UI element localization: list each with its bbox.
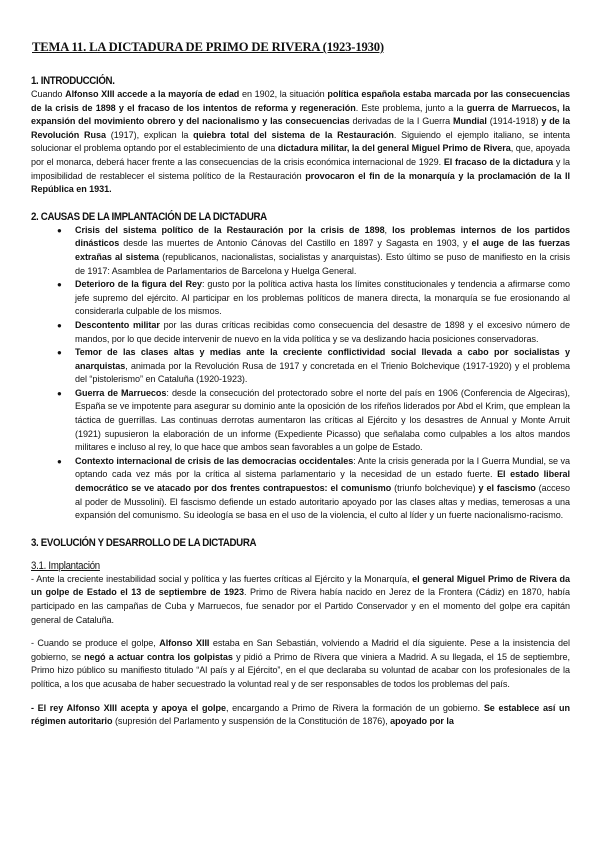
text-run: (1917), explican la	[105, 129, 194, 140]
section-heading-evolucion: 3. EVOLUCIÓN Y DESARROLLO DE LA DICTADURA	[31, 536, 257, 549]
bold-text-run: el auge de las fuerzas extrañas al sistema	[75, 238, 571, 262]
bold-text-run: dictadura militar, la del general Miguel Primo de Rivera	[277, 143, 511, 154]
implantation-paragraph-2	[31, 637, 570, 691]
list-item	[57, 224, 571, 278]
text-run: , animada por la Revolución Rusa de 1917 y concretada en el Trienio Bolchevique (1917-1920) y el problema del “pistolerismo” en Cataluña (1920-1923).	[75, 360, 570, 385]
list-item	[57, 346, 570, 387]
document-title: TEMA 11. LA DICTADURA DE PRIMO DE RIVERA (1923-1930)	[32, 40, 384, 54]
text-run: , que, apoyada por el monarca, deberá hacer frente a las consecuencias de la crisis económica internacional de 1929.	[31, 143, 570, 167]
text-run: derivadas de la I Guerra	[349, 116, 453, 127]
subsection-heading-implantacion: 3.1. Implantación	[31, 559, 100, 572]
bold-text-run: Crisis del sistema político de la Restauración por la crisis de 1898	[75, 224, 385, 235]
bold-text-run: Contexto internacional de crisis de las democracias occidentales	[75, 455, 354, 466]
bold-text-run: el general Miguel Primo de Rivera da un golpe de Estado el 13 de septiembre de 1923	[31, 573, 570, 598]
bold-text-run: Temor de las clases altas y medias ante la creciente conflictividad social llevada a cabo por socialistas y anarquistas	[75, 347, 570, 371]
bold-text-run: - El rey Alfonso XIII acepta y apoya el golpe	[31, 702, 226, 713]
bold-text-run: Descontento militar	[75, 319, 160, 330]
text-run: Cuando	[31, 89, 66, 99]
bullet-dot-icon: ●	[57, 320, 62, 330]
bold-text-run: política española estaba marcada por las consecuencias de la crisis de 1898 y el fracaso de los intentos de reforma y regeneración	[31, 89, 570, 113]
bullet-dot-icon: ●	[57, 280, 62, 290]
bold-text-run: provocaron el fin de la monarquía y la proclamación de la II República en 1931.	[31, 170, 570, 195]
bullet-dot-icon: ●	[57, 456, 62, 466]
bold-text-run: y de la Revolución Rusa	[31, 116, 570, 140]
bold-text-run: quiebra total del sistema de la Restauración	[193, 129, 394, 140]
text-run: (triunfo bolchevique)	[391, 483, 479, 494]
bullet-dot-icon: ●	[57, 388, 62, 398]
text-run: ,	[384, 224, 393, 235]
text-run: , encargando a Primo de Rivera la formación de un gobierno.	[225, 702, 484, 713]
bold-text-run: Se establece así un régimen autoritario	[31, 702, 571, 727]
text-run: : Ante la crisis generada por la I Guerra Mundial, se va optando cada vez más por la crítica al sistema parlamentario y la necesidad de un estado fuerte.	[75, 455, 570, 480]
bold-text-run: Guerra de Marruecos	[75, 387, 167, 398]
text-run: estaba en San Sebastián, volviendo a Madrid el día siguiente. Pese a la insistencia del gobierno, se	[31, 638, 570, 662]
bold-text-run: apoyado por la	[390, 716, 454, 727]
text-run: - Cuando se produce el golpe,	[31, 638, 160, 649]
list-item	[57, 387, 571, 455]
text-run: por las duras críticas recibidas como consecuencia del desastre de 1898 y el excesivo número de mandos, por lo que decide intervenir de nuevo en la vida política y se va deslizando hacia posiciones conservadoras.	[75, 319, 570, 344]
implantation-paragraph-1	[31, 573, 570, 627]
bold-text-run: Mundial	[452, 116, 487, 127]
text-run: - Ante la creciente inestabilidad social y política y las fuertes críticas al Ejército y la Monarquía,	[31, 573, 413, 584]
text-run: (1914-1918)	[486, 116, 542, 127]
text-run: (republicanos, nacionalistas, socialistas y anarquistas). Esto último se puso de manifiesto en la crisis de 1917: Asamblea de Parlamentarios de Barcelona y Huelga General.	[75, 251, 570, 276]
bullet-dot-icon: ●	[57, 348, 62, 358]
causes-list	[31, 224, 570, 523]
text-run: . Este problema, junto a la	[355, 102, 467, 113]
bold-text-run: guerra de Marruecos, la expansión del movimiento obrero y del nacionalismo y las consecuencias	[31, 102, 570, 127]
text-run: (acceso al poder de Mussolini). El fascismo defiende un estado autoritario apoyado por las clases altas y medias, temerosas a una expansión del comunismo. Su ideología se basa en el uso de la violencia, el culto al líder y un fuerte nacionalismo-racismo.	[75, 483, 570, 521]
bold-text-run: y el fascismo	[478, 483, 536, 494]
bold-text-run: Alfonso XIII	[159, 638, 210, 649]
intro-paragraph	[31, 88, 570, 197]
text-run: . Primo de Rivera había nacido en Jerez de la Frontera (Cádiz) en 1870, había participado en las campañas de Cuba y Marruecos, fue senador por el Partido Conservador y en el momento del golpe era capitán general de Cataluña.	[31, 587, 570, 625]
text-run: . Siguiendo el ejemplo italiano, se intenta solucionar el problema optando por el establecimiento de una	[31, 129, 571, 154]
bold-text-run: El fracaso de la dictadura	[443, 156, 554, 167]
bold-text-run: Alfonso XIII accede a la mayoría de edad	[65, 89, 240, 99]
bold-text-run: los problemas internos de los partidos dinásticos	[75, 224, 570, 249]
section-heading-causas: 2. CAUSAS DE LA IMPLANTACIÓN DE LA DICTADURA	[31, 210, 267, 223]
text-run: y la imposibilidad de restablecer el sistema político de la Restauración	[31, 156, 571, 181]
bold-text-run: El estado liberal democrático se ve atacado por dos frentes contrapuestos: el comunismo	[75, 469, 570, 494]
bold-text-run: Deterioro de la figura del Rey	[75, 279, 202, 290]
text-run: y pidió a Primo de Rivera que viniera a Madrid. A su llegada, el 15 de septiembre, Primo hizo público su manifiesto titulado “Al país y al Ejército”, en el que declaraba su voluntad de acabar con los profesionales de la política, a los que acusaba de haber secuestrado la voluntad real y de ser responsables de todos los problemas del país.	[31, 651, 570, 689]
bold-text-run: negó a actuar contra los golpistas	[84, 651, 233, 662]
text-run: : desde la consecución del protectorado sobre el norte del país en 1906 (Conferencia de Algeciras), España se ve impotente para asegurar su dominio ante la oposición de los rifeños liderados por Abd el Krim, que emplean la táctica de guerrillas. Las continuas derrotas aumentaron las críticas al Ejército y los desastres de Annual y Monte Arruit (1921) supusieron la elaboración de un informe (Expediente Picasso) que señalaba como culpables a los altos mandos militares e incluso al rey, lo que hace que ambos sean favorables a un golpe de Estado.	[75, 387, 571, 453]
list-item	[57, 319, 570, 346]
list-item	[57, 455, 570, 523]
section-heading-introduccion: 1. INTRODUCCIÓN.	[31, 75, 115, 87]
text-run: : gusto por la política activa hasta los límites constitucionales y tendencia a afirmarse como jefe supremo del ejército. Al participar en los problemas políticos de manera directa, la monarquía se fue erosionando al considerarla culpable de los mismos.	[75, 279, 570, 317]
implantation-paragraph-3	[31, 702, 570, 729]
text-run: desde las muertes de Antonio Cánovas del Castillo en 1897 y Sagasta en 1903, y	[119, 238, 472, 249]
text-run: en 1902, la situación	[239, 89, 328, 99]
list-item	[57, 278, 570, 319]
bullet-dot-icon: ●	[57, 225, 62, 235]
text-run: (supresión del Parlamento y suspensión de la Constitución de 1876),	[112, 716, 391, 727]
